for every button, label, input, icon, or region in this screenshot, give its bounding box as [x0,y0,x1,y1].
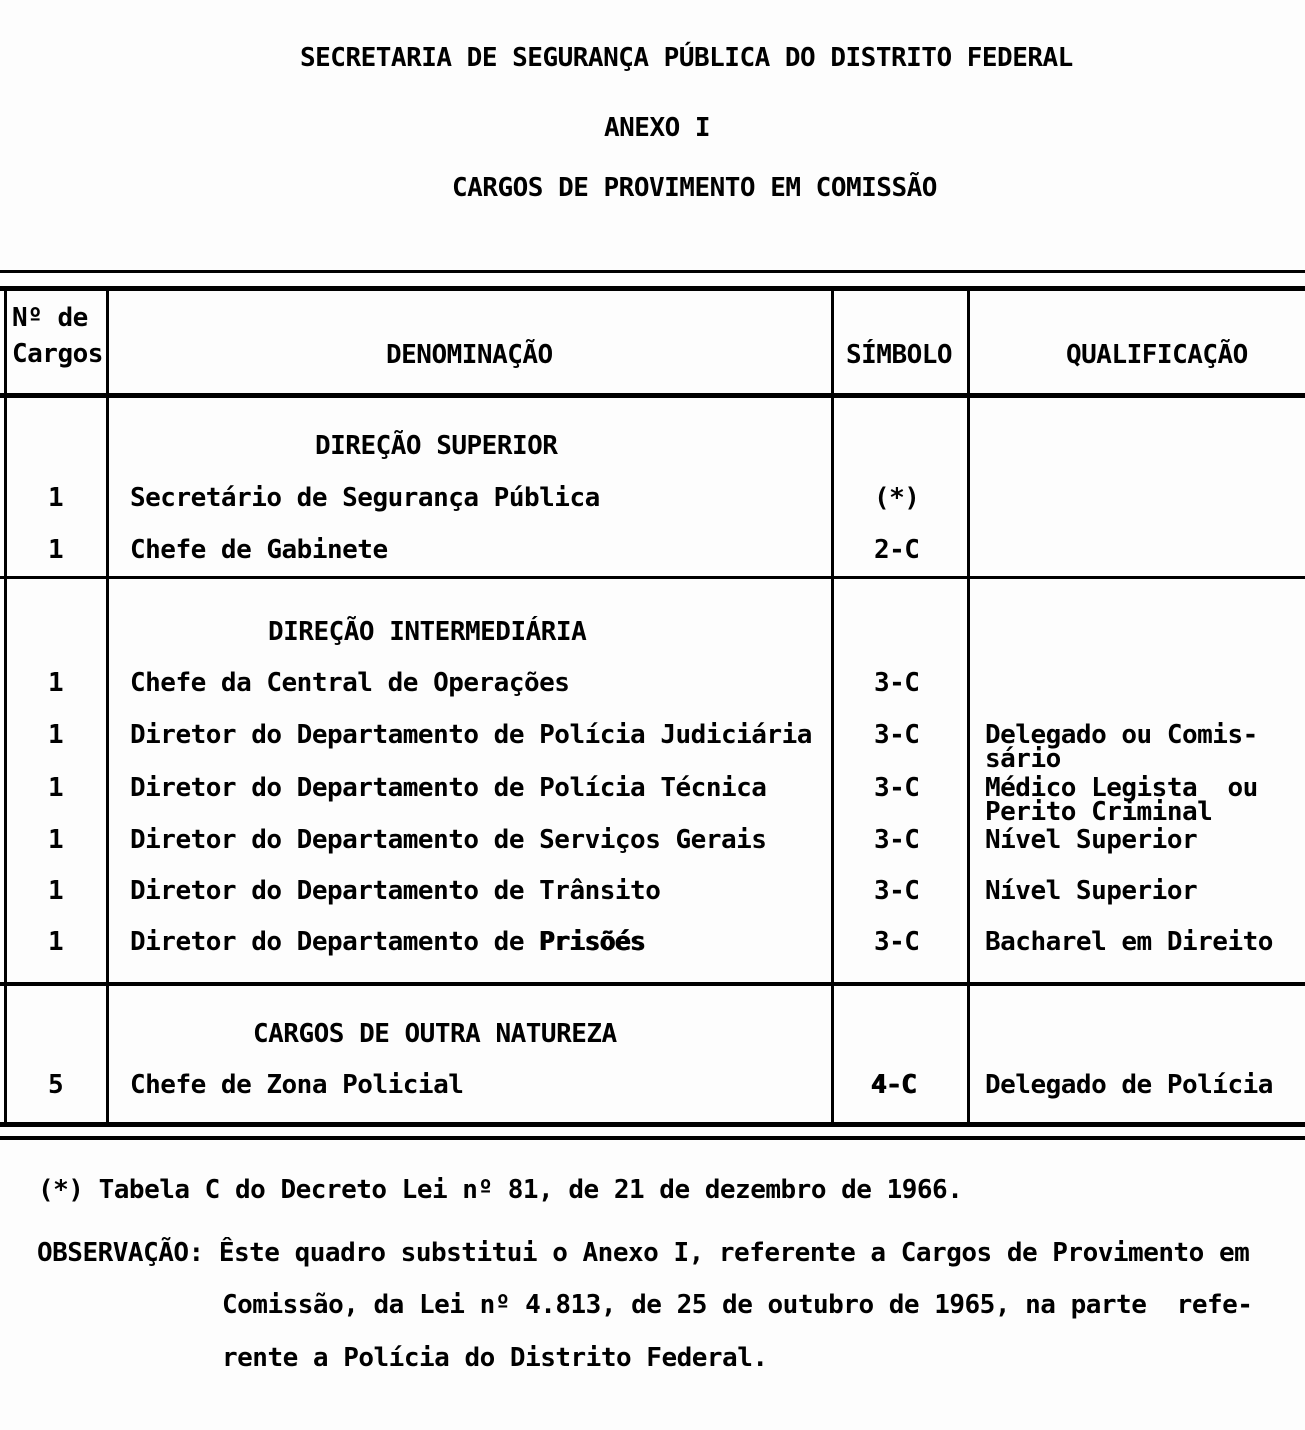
table-header-rule [0,393,1305,398]
cell-denominacao: Chefe da Central de Operações [130,668,570,698]
table-bottom-rule-inner [0,1122,1305,1127]
cell-simbolo: 3-C [874,720,920,750]
cell-simbolo: 3-C [874,876,920,906]
document-title: SECRETARIA DE SEGURANÇA PÚBLICA DO DISTRITO FEDERAL [300,43,1073,73]
cell-simbolo: 3-C [874,773,920,803]
cell-cargos: 1 [48,668,64,698]
cell-cargos: 1 [48,483,64,513]
cell-qualificacao: Nível Superior [985,876,1198,906]
section-title: DIREÇÃO INTERMEDIÁRIA [268,617,587,647]
annex-title: ANEXO I [604,113,711,143]
table-left-border [4,286,7,1127]
header-cargos-line2: Cargos [12,339,103,369]
header-denominacao: DENOMINAÇÃO [386,340,553,370]
cell-qualificacao: Delegado ou Comis- [985,720,1258,750]
table-top-rule-outer [0,270,1305,273]
table-top-rule-inner [0,286,1305,291]
column-divider-qualif [967,286,970,1127]
cell-simbolo: 3-C [874,668,920,698]
cell-cargos: 1 [48,876,64,906]
table-bottom-rule-outer [0,1136,1305,1140]
cell-qualificacao-line2: Perito Criminal [985,797,1213,827]
cell-denominacao: Chefe de Zona Policial [130,1070,464,1100]
cell-denominacao: Diretor do Departamento de Polícia Técnica [130,773,767,803]
observacao-line1: OBSERVAÇÃO: Êste quadro substitui o Anexo I, referente a Cargos de Provimento em [37,1238,1250,1268]
cell-qualificacao: Delegado de Polícia [985,1070,1273,1100]
cell-simbolo: 2-C [874,535,920,565]
header-qualificacao: QUALIFICAÇÃO [1066,340,1248,370]
cell-qualificacao: Médico Legista ou [985,773,1258,803]
observacao-line3: rente a Polícia do Distrito Federal. [222,1343,768,1373]
section-divider-2 [0,982,1305,986]
section-title: DIREÇÃO SUPERIOR [315,431,558,461]
header-cargos-line1: Nº de [12,303,88,333]
table-caption: CARGOS DE PROVIMENTO EM COMISSÃO [452,173,937,203]
section-title: CARGOS DE OUTRA NATUREZA [253,1019,617,1049]
cell-cargos: 1 [48,720,64,750]
cell-simbolo: 3-C [874,927,920,957]
header-simbolo: SÍMBOLO [846,340,953,370]
cell-simbolo: 4-C [871,1070,917,1100]
cell-qualificacao: Bacharel em Direito [985,927,1273,957]
cell-denominacao: Chefe de Gabinete [130,535,388,565]
cell-denominacao: Secretário de Segurança Pública [130,483,600,513]
cell-cargos: 1 [48,773,64,803]
denominacao-text: Diretor do Departamento de [130,927,540,957]
cell-simbolo: 3-C [874,825,920,855]
observacao-line2: Comissão, da Lei nº 4.813, de 25 de outubro de 1965, na parte refe- [222,1290,1253,1320]
cell-cargos: 1 [48,927,64,957]
cell-cargos: 1 [48,535,64,565]
cell-denominacao: Diretor do Departamento de Polícia Judiciária [130,720,812,750]
cell-denominacao: Diretor do Departamento de Trânsito [130,876,661,906]
cell-qualificacao-line2: sário [985,744,1061,774]
cell-cargos: 1 [48,825,64,855]
cell-denominacao [130,929,645,955]
cell-cargos: 5 [48,1070,64,1100]
footnote: (*) Tabela C do Decreto Lei nº 81, de 21 de dezembro de 1966. [38,1175,963,1205]
section-divider-1 [0,576,1305,579]
cell-qualificacao: Nível Superior [985,825,1198,855]
denominacao-bold-text: Prisõés [539,927,646,957]
cell-simbolo: (*) [874,483,920,513]
column-divider-simbolo [831,286,834,1127]
column-divider-cargos [106,286,109,1127]
cell-denominacao: Diretor do Departamento de Serviços Gerais [130,825,767,855]
